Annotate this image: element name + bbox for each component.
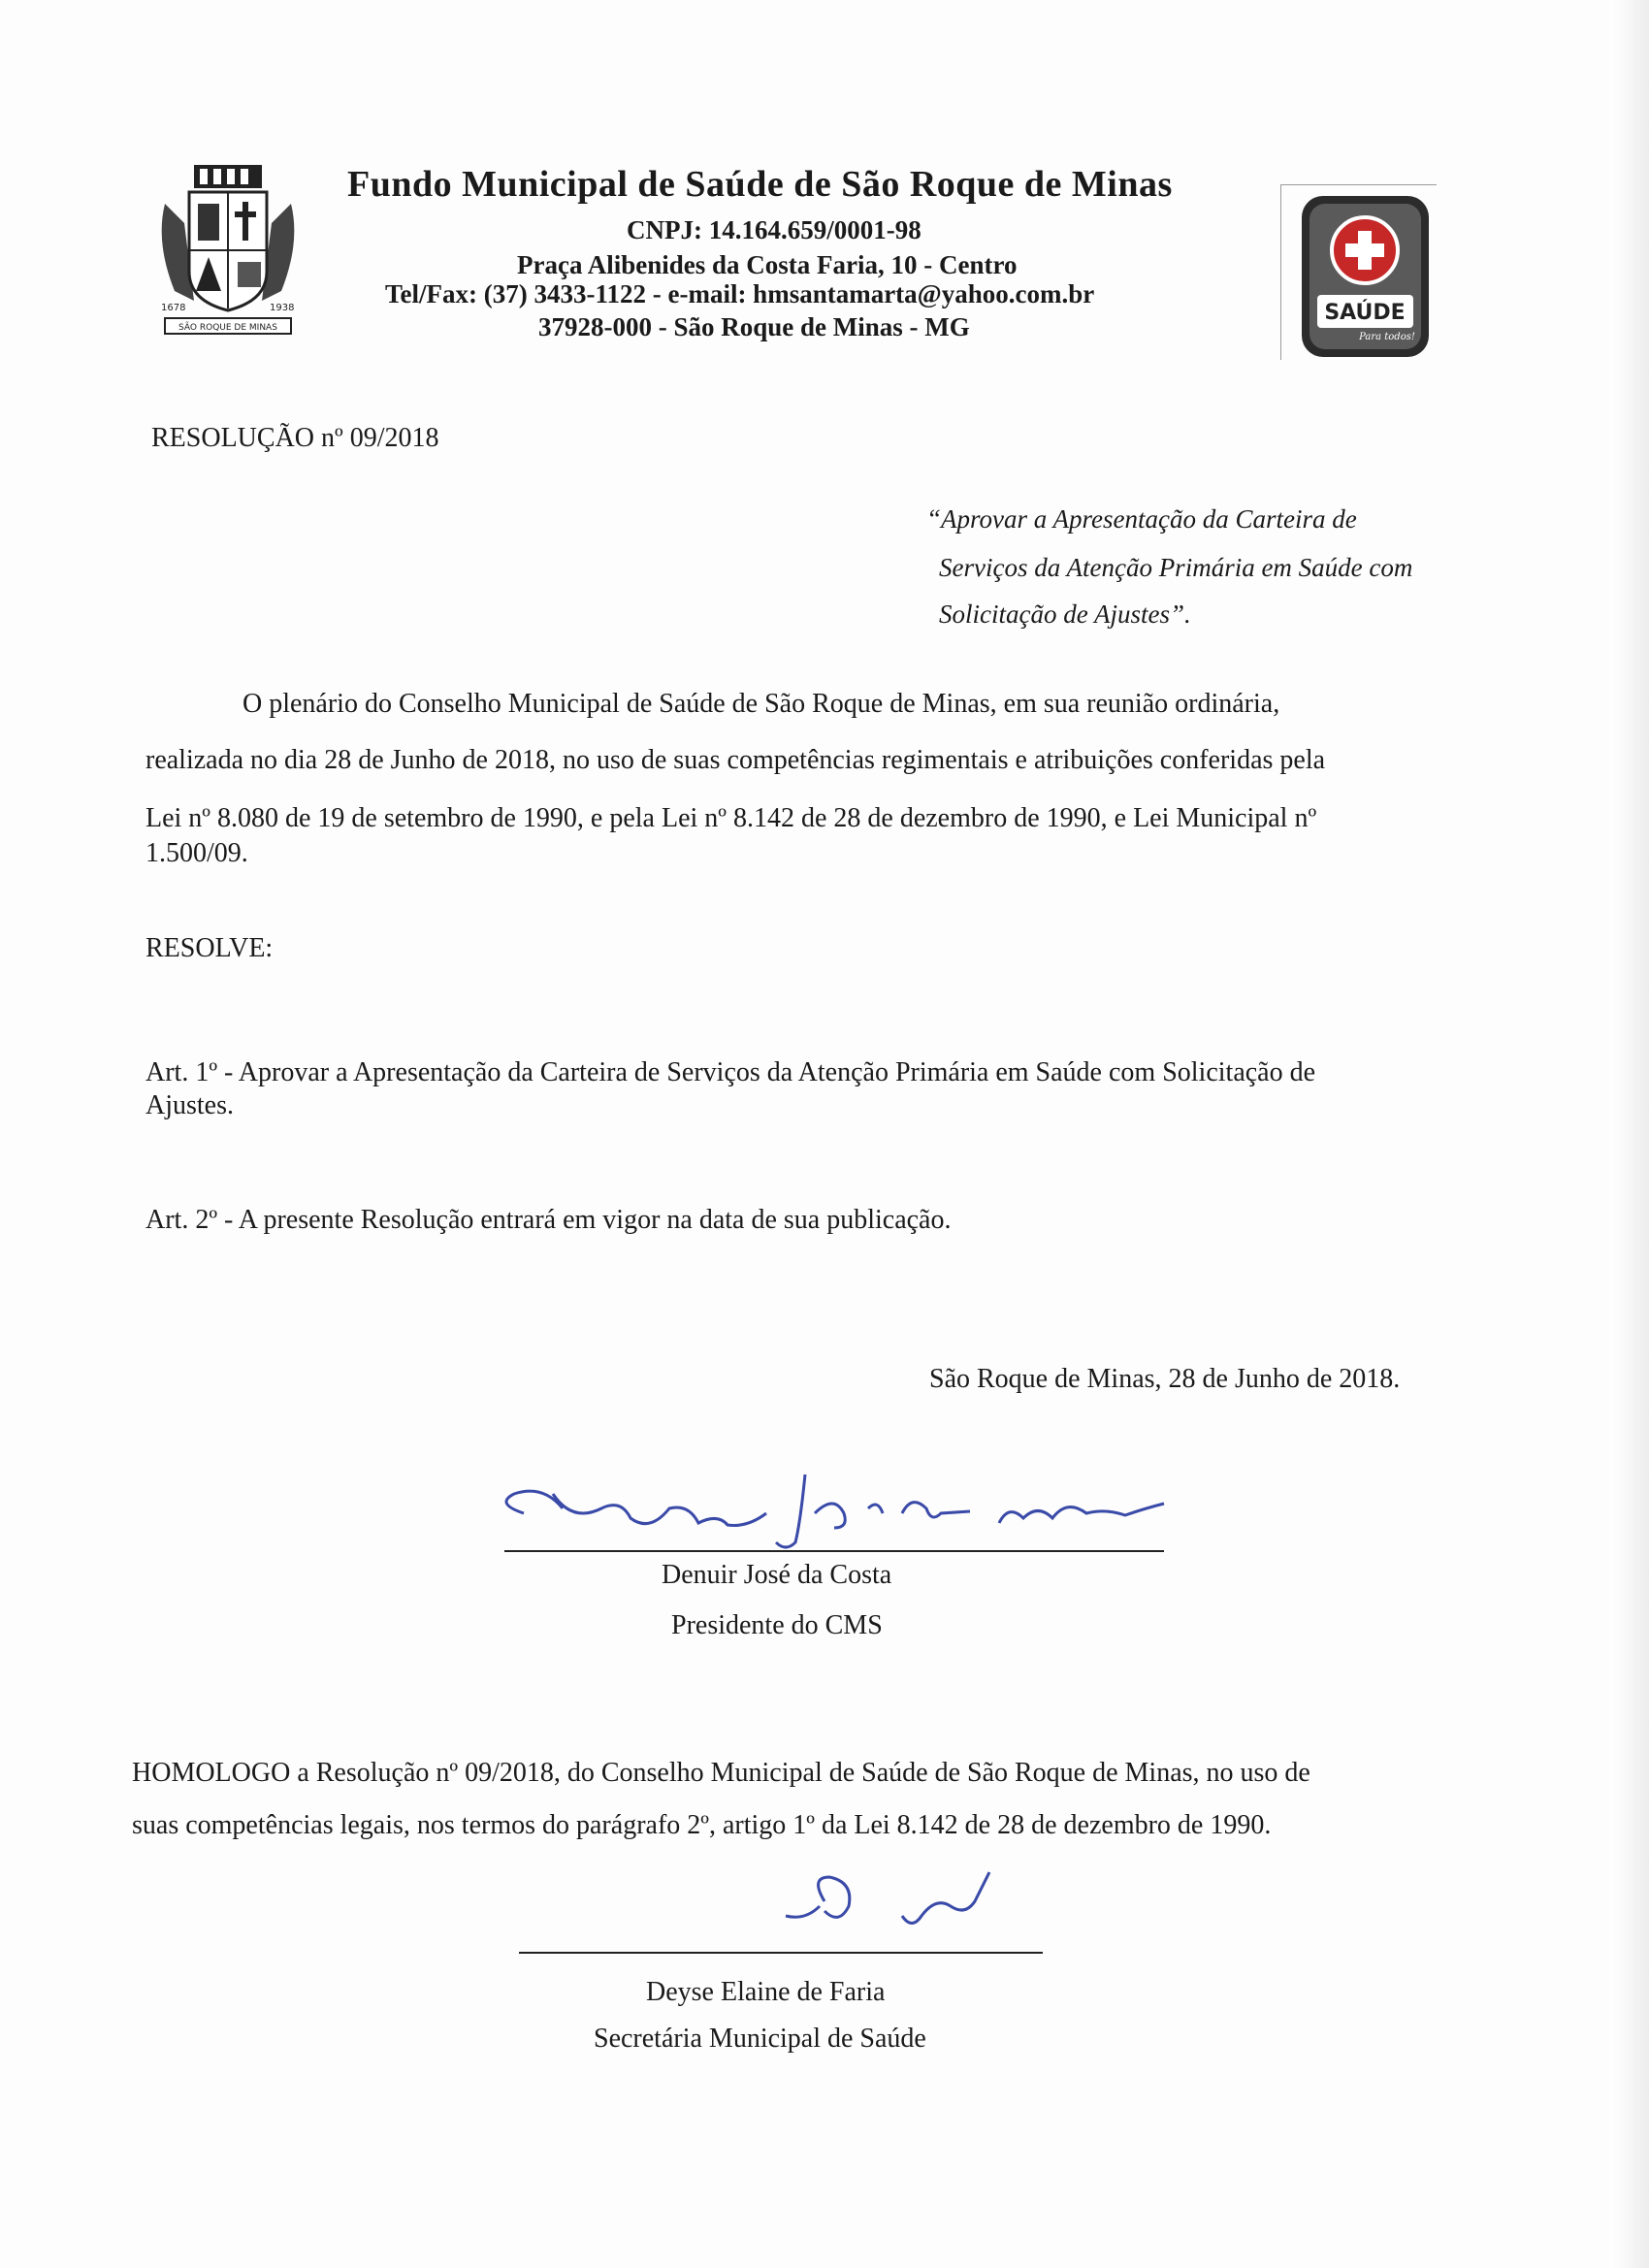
signatory-1-name: Denuir José da Costa xyxy=(662,1560,892,1590)
signature-line xyxy=(504,1550,1164,1552)
resolution-summary-line: Serviços da Atenção Primária em Saúde com xyxy=(939,553,1413,582)
coat-banner: SÃO ROQUE DE MINAS xyxy=(178,323,277,333)
header-contact: Tel/Fax: (37) 3433-1122 - e-mail: hmsantamarta@yahoo.com.br xyxy=(385,279,1095,308)
homologation-line: suas competências legais, nos termos do parágrafo 2º, artigo 1º da Lei 8.142 de 28 de dezembro de 1990. xyxy=(132,1810,1272,1840)
resolution-date: São Roque de Minas, 28 de Junho de 2018. xyxy=(929,1364,1401,1394)
header-cep: 37928-000 - São Roque de Minas - MG xyxy=(538,312,970,341)
coat-of-arms-logo xyxy=(155,165,301,340)
header-title: Fundo Municipal de Saúde de São Roque de Minas xyxy=(347,164,1173,205)
coat-year-left: 1678 xyxy=(161,303,186,313)
preamble-line: Lei nº 8.080 de 19 de setembro de 1990, e pela Lei nº 8.142 de 28 de dezembro de 1990, e Lei Municipal nº xyxy=(146,803,1317,833)
header-address: Praça Alibenides da Costa Faria, 10 - Centro xyxy=(517,250,1018,279)
signatory-2-role: Secretária Municipal de Saúde xyxy=(594,2024,926,2054)
saude-logo-label: SAÚDE xyxy=(1324,301,1406,325)
resolution-summary-line: “Aprovar a Apresentação da Carteira de xyxy=(926,504,1357,534)
saude-logo xyxy=(1300,194,1431,359)
saude-logo-tagline: Para todos! xyxy=(1359,332,1415,342)
article-2: Art. 2º - A presente Resolução entrará em vigor na data de sua publicação. xyxy=(146,1205,952,1235)
article-1-line: Ajustes. xyxy=(146,1090,234,1120)
signatory-2-name: Deyse Elaine de Faria xyxy=(646,1977,886,2007)
signature-deyse xyxy=(766,1863,1057,1940)
resolution-title: RESOLUÇÃO nº 09/2018 xyxy=(151,423,439,453)
signature-line xyxy=(519,1952,1043,1954)
header-cnpj: CNPJ: 14.164.659/0001-98 xyxy=(627,215,922,244)
article-1-line: Art. 1º - Aprovar a Apresentação da Carteira de Serviços da Atenção Primária em Saúde com Solicitação de xyxy=(146,1057,1316,1087)
signatory-1-role: Presidente do CMS xyxy=(671,1610,883,1640)
preamble-line: 1.500/09. xyxy=(146,838,248,868)
preamble-line: realizada no dia 28 de Junho de 2018, no uso de suas competências regimentais e atribuições conferidas pela xyxy=(146,745,1326,775)
signature-denuir xyxy=(485,1455,1183,1562)
resolve-heading: RESOLVE: xyxy=(146,933,274,963)
homologation-line: HOMOLOGO a Resolução nº 09/2018, do Conselho Municipal de Saúde de São Roque de Minas, no uso de xyxy=(132,1758,1310,1788)
coat-year-right: 1938 xyxy=(270,303,295,313)
page-edge-shadow xyxy=(1610,0,1649,2268)
resolution-summary-line: Solicitação de Ajustes”. xyxy=(939,599,1191,629)
preamble-line: O plenário do Conselho Municipal de Saúde de São Roque de Minas, em sua reunião ordinária, xyxy=(242,689,1280,719)
